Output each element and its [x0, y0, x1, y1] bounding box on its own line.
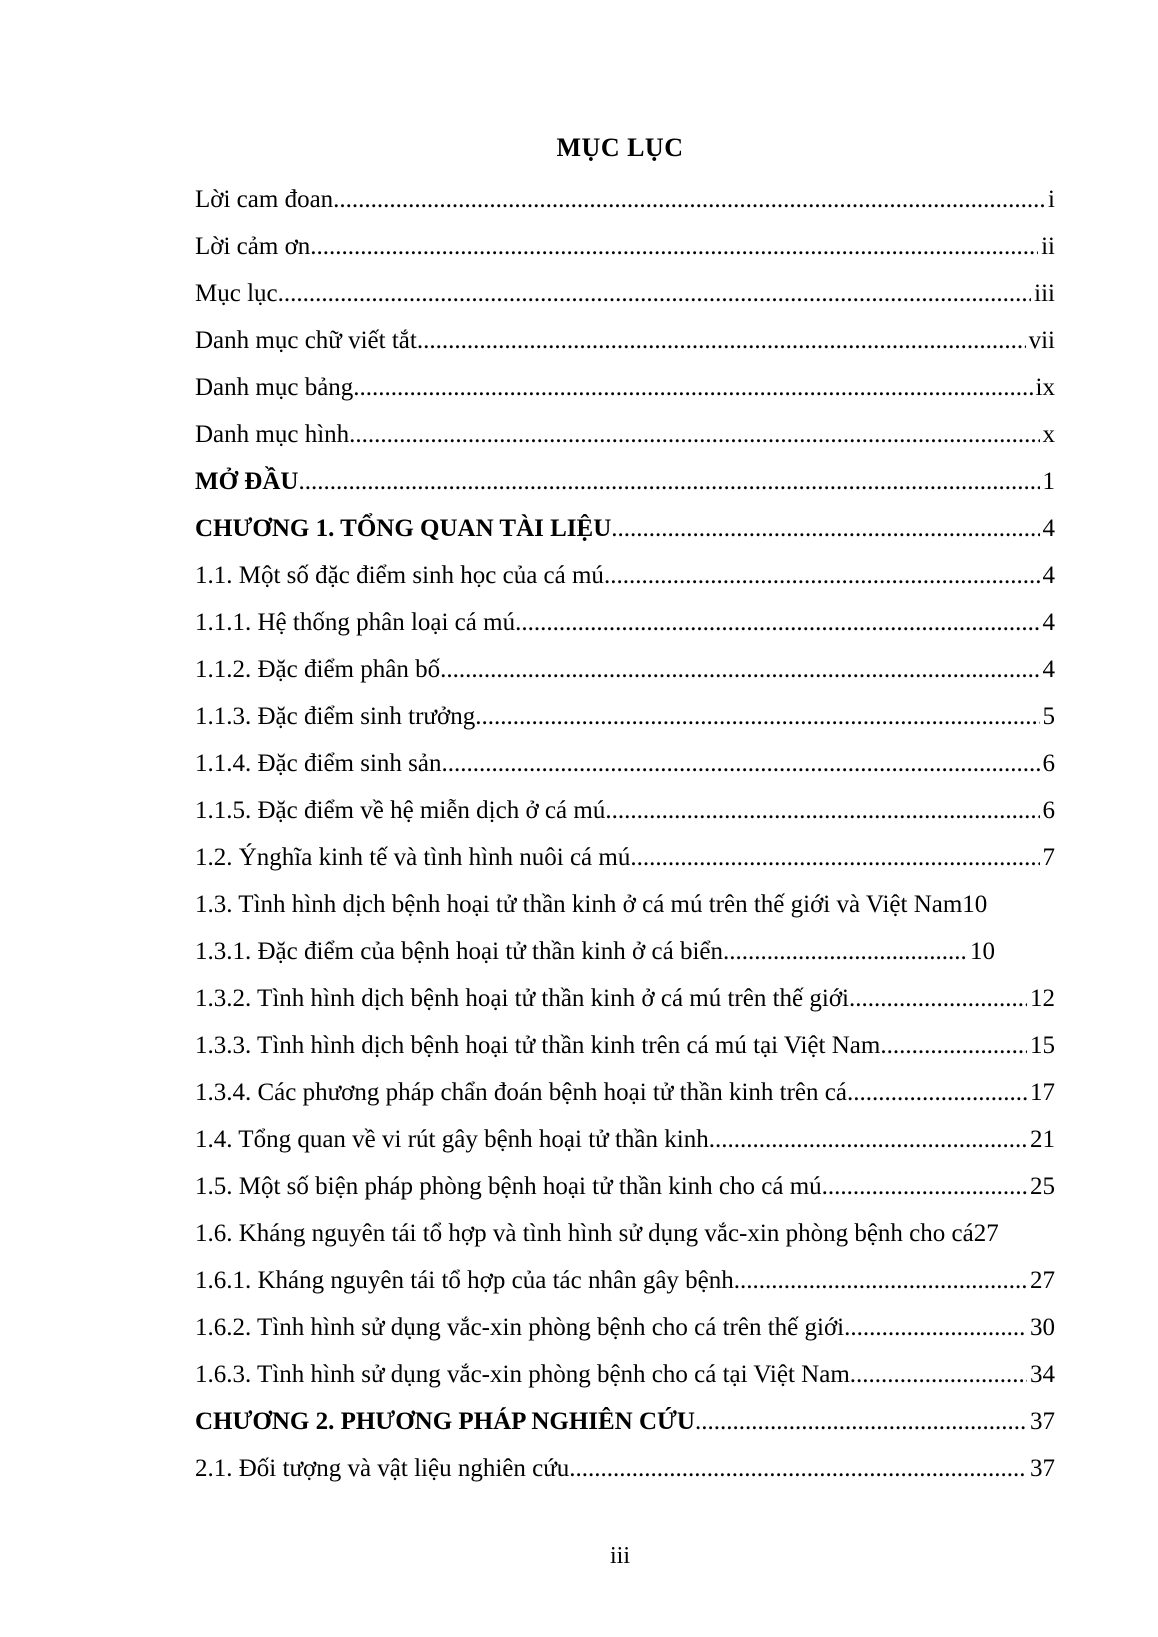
toc-entry-page: 37: [1030, 1455, 1055, 1482]
toc-entry-label: 1.4. Tổng quan về vi rút gây bệnh hoại tử thần kinh: [195, 1126, 709, 1153]
toc-leader-dots: [298, 458, 1039, 505]
toc-leader-dots: [417, 317, 1026, 364]
toc-leader-dots: [440, 646, 1039, 693]
toc-entry-label: Danh mục hình: [195, 421, 350, 448]
toc-entry-label: 1.1.5. Đặc điểm về hệ miễn dịch ở cá mú: [195, 797, 606, 824]
toc-leader-dots: [353, 364, 1032, 411]
page-number: iii: [609, 1543, 630, 1569]
toc-entry-page: 10: [962, 891, 988, 918]
toc-entry-label: 1.3.3. Tình hình dịch bệnh hoại tử thần kinh trên cá mú tại Việt Nam: [195, 1032, 881, 1059]
toc-entry-page: 37: [1030, 1408, 1055, 1435]
toc-leader-dots: [605, 787, 1039, 834]
toc-entry[interactable]: [195, 505, 1055, 552]
page-title: MỤC LỤC: [556, 133, 684, 162]
toc-leader-dots: [850, 1351, 1027, 1398]
toc-entry-label: Danh mục chữ viết tắt: [195, 327, 417, 354]
toc-entry[interactable]: [195, 364, 1055, 411]
toc-entry-page: 21: [1030, 1126, 1055, 1153]
toc-entry-label: Mục lục: [195, 280, 278, 307]
toc-leader-dots: [822, 1163, 1027, 1210]
toc-entry-page: 6: [1042, 797, 1055, 824]
toc-entry[interactable]: [195, 1163, 1055, 1210]
toc-entry-label: CHƯƠNG 1. TỔNG QUAN TÀI LIỆU: [195, 515, 612, 542]
toc-entry[interactable]: [195, 411, 1055, 458]
toc-entry[interactable]: [195, 975, 1055, 1022]
toc-entry-label: Lời cảm ơn: [195, 233, 311, 260]
toc-entry-label: 1.3. Tình hình dịch bệnh hoại tử thần kinh ở cá mú trên thế giới và Việt Nam: [195, 891, 963, 918]
toc-entry-page: 25: [1030, 1173, 1055, 1200]
toc-leader-dots: [515, 599, 1039, 646]
toc-entry[interactable]: [195, 881, 1055, 928]
toc-entry-page: iii: [1034, 280, 1055, 307]
toc-entry-page: x: [1042, 421, 1055, 448]
toc-entry-label: CHƯƠNG 2. PHƯƠNG PHÁP NGHIÊN CỨU: [195, 1408, 695, 1435]
toc-leader-dots: [310, 223, 1038, 270]
toc-entry[interactable]: [195, 834, 1055, 881]
toc-leader-dots: [349, 411, 1039, 458]
toc-entry[interactable]: [195, 646, 1055, 693]
toc-entry-page: 27: [973, 1220, 999, 1247]
toc-leader-dots: [880, 1022, 1027, 1069]
toc-leader-dots: [604, 552, 1040, 599]
toc-entry-label: 1.1. Một số đặc điểm sinh học của cá mú: [195, 562, 604, 589]
toc-leader-dots: [734, 1257, 1027, 1304]
toc-leader-dots: [611, 505, 1039, 552]
toc-entry[interactable]: [195, 1069, 1055, 1116]
toc-entry-label: 1.6. Kháng nguyên tái tổ hợp và tình hình sử dụng vắc-xin phòng bệnh cho cá: [195, 1220, 974, 1247]
toc-entry-label: 1.1.4. Đặc điểm sinh sản: [195, 750, 442, 777]
toc-entry-label: 1.6.1. Kháng nguyên tái tổ hợp của tác nhân gây bệnh: [195, 1267, 734, 1294]
toc-entry-page: 15: [1030, 1032, 1055, 1059]
toc-entry-page: 10: [970, 938, 995, 965]
toc-entry-page: ii: [1041, 233, 1055, 260]
toc-entry-page: 5: [1042, 703, 1055, 730]
toc-entry-label: 1.3.4. Các phương pháp chẩn đoán bệnh hoại tử thần kinh trên cá: [195, 1079, 847, 1106]
toc-entry-page: 4: [1042, 609, 1055, 636]
toc-entry-label: Danh mục bảng: [195, 374, 354, 401]
toc-entry-label: 1.5. Một số biện pháp phòng bệnh hoại tử thần kinh cho cá mú: [195, 1173, 822, 1200]
toc-entry-page: 4: [1042, 562, 1055, 589]
toc-entry-label: 2.1. Đối tượng và vật liệu nghiên cứu: [195, 1455, 570, 1482]
toc-entry-page: 4: [1042, 515, 1055, 542]
toc-leader-dots: [278, 270, 1032, 317]
toc-leader-dots: [723, 928, 967, 975]
toc-leader-dots: [441, 740, 1039, 787]
toc-entry[interactable]: [195, 317, 1055, 364]
toc-leader-dots: [333, 176, 1045, 223]
toc-leader-dots: [709, 1116, 1027, 1163]
toc-entry[interactable]: [195, 1210, 1055, 1257]
toc-entry[interactable]: [195, 270, 1055, 317]
toc-entry-page: i: [1048, 186, 1055, 213]
toc-entry-page: 1: [1042, 468, 1055, 495]
toc-entry-label: 1.1.3. Đặc điểm sinh trưởng: [195, 703, 476, 730]
toc-entry[interactable]: [195, 599, 1055, 646]
toc-entry[interactable]: [195, 1022, 1055, 1069]
toc-entry-page: 12: [1030, 985, 1055, 1012]
toc-entry-page: ix: [1035, 374, 1055, 401]
toc-entry[interactable]: [195, 1304, 1055, 1351]
toc-entry-page: 34: [1030, 1361, 1055, 1388]
toc-entry-label: 1.3.1. Đặc điểm của bệnh hoại tử thần kinh ở cá biển: [195, 938, 724, 965]
toc-entry[interactable]: [195, 928, 995, 975]
toc-entry-label: 1.3.2. Tình hình dịch bệnh hoại tử thần kinh ở cá mú trên thế giới: [195, 985, 850, 1012]
toc-entry-page: 4: [1042, 656, 1055, 683]
toc-entry[interactable]: [195, 552, 1055, 599]
toc-entry[interactable]: [195, 223, 1055, 270]
toc-entry[interactable]: [195, 1257, 1055, 1304]
toc-entry[interactable]: [195, 787, 1055, 834]
toc-leader-dots: [569, 1445, 1027, 1492]
toc-leader-dots: [475, 693, 1039, 740]
toc-entry-label: 1.2. Ýnghĩa kinh tế và tình hình nuôi cá mú: [195, 844, 631, 871]
toc-entry[interactable]: [195, 176, 1055, 223]
toc-leader-dots: [695, 1398, 1027, 1445]
toc-leader-dots: [630, 834, 1039, 881]
toc-leader-dots: [844, 1304, 1027, 1351]
toc-entry[interactable]: [195, 693, 1055, 740]
toc-entry-label: 1.1.2. Đặc điểm phân bố: [195, 656, 441, 683]
toc-entry[interactable]: [195, 1398, 1055, 1445]
toc-entry-label: 1.6.2. Tình hình sử dụng vắc-xin phòng bệnh cho cá trên thế giới: [195, 1314, 845, 1341]
toc-entry-page: vii: [1028, 327, 1055, 354]
toc-entry-page: 27: [1030, 1267, 1055, 1294]
toc-entry-label: Lời cam đoan: [195, 186, 334, 213]
toc-entry-label: MỞ ĐẦU: [195, 468, 299, 495]
toc-leader-dots: [849, 975, 1027, 1022]
toc-entry[interactable]: [195, 740, 1055, 787]
toc-entry-page: 30: [1030, 1314, 1055, 1341]
toc-entry-page: 17: [1030, 1079, 1055, 1106]
table-of-contents: [195, 176, 1055, 1492]
toc-entry[interactable]: [195, 1116, 1055, 1163]
toc-entry-page: 6: [1042, 750, 1055, 777]
toc-entry[interactable]: [195, 1351, 1055, 1398]
toc-entry[interactable]: [195, 1445, 1055, 1492]
toc-entry-page: 7: [1042, 844, 1055, 871]
toc-entry[interactable]: [195, 458, 1055, 505]
toc-entry-label: 1.1.1. Hệ thống phân loại cá mú: [195, 609, 516, 636]
toc-entry-label: 1.6.3. Tình hình sử dụng vắc-xin phòng bệnh cho cá tại Việt Nam: [195, 1361, 850, 1388]
toc-leader-dots: [847, 1069, 1027, 1116]
